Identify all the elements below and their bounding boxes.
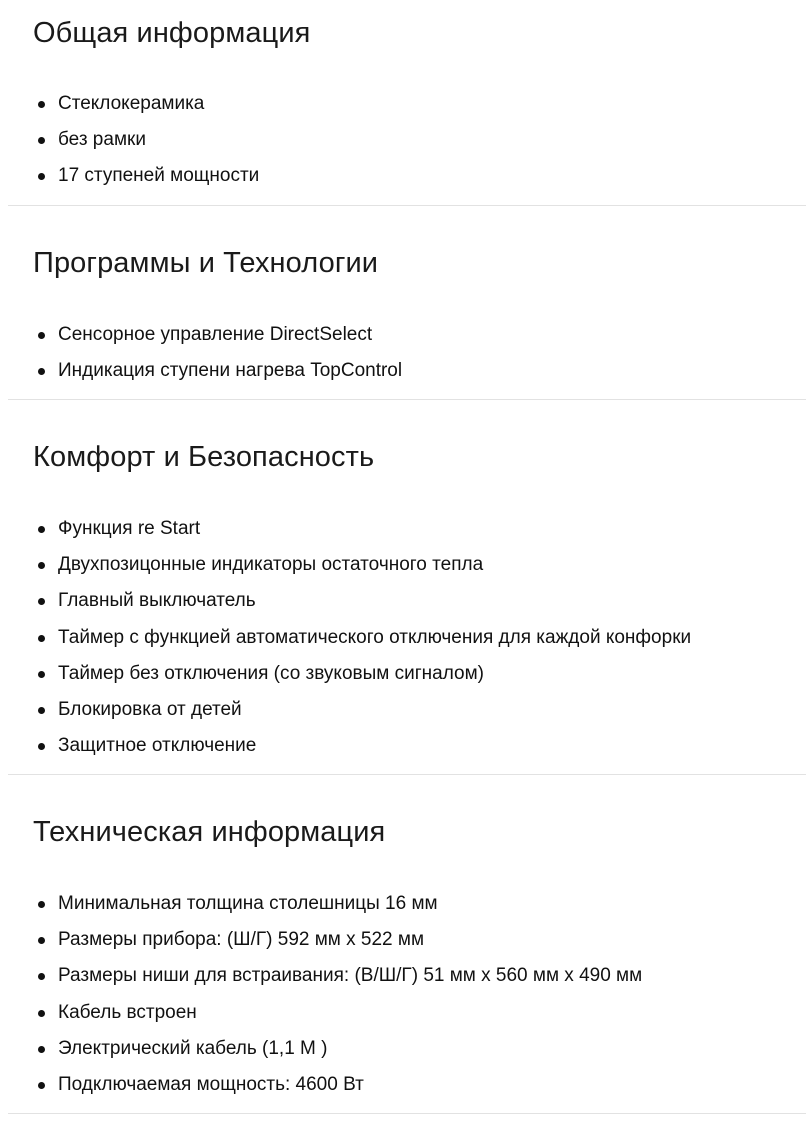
list-item-text: Двухпозицонные индикаторы остаточного тепла — [58, 554, 484, 576]
section-title: Техническая информация — [33, 816, 386, 848]
bullet-icon — [38, 937, 45, 944]
feature-list — [8, 86, 259, 195]
list-item — [8, 692, 691, 728]
bullet-icon — [38, 332, 45, 339]
bullet-icon — [38, 635, 45, 642]
bullet-icon — [38, 901, 45, 908]
list-item — [8, 86, 259, 122]
bullet-icon — [38, 671, 45, 678]
bullet-icon — [38, 743, 45, 750]
bullet-icon — [38, 562, 45, 569]
list-item — [8, 1067, 642, 1103]
section-comfort-safety — [8, 400, 806, 775]
list-item-text: Минимальная толщина столешницы 16 мм — [58, 893, 438, 914]
list-item — [8, 620, 691, 656]
list-item — [8, 317, 402, 353]
list-item — [8, 995, 642, 1031]
section-general-info — [8, 0, 806, 206]
feature-list — [8, 511, 691, 764]
section-title: Программы и Технологии — [33, 247, 379, 279]
list-item — [8, 728, 691, 764]
bullet-icon — [38, 368, 45, 375]
list-item — [8, 122, 259, 158]
list-item-text: Размеры прибора: (Ш/Г) 592 мм x 522 мм — [58, 929, 425, 951]
section-title: Общая информация — [33, 17, 311, 49]
list-item-text: Функция re Start — [58, 518, 201, 539]
list-item-text: Сенсорное управление DirectSelect — [58, 324, 373, 345]
bullet-icon — [38, 1046, 45, 1053]
list-item-text: Защитное отключение — [58, 735, 257, 757]
bullet-icon — [38, 101, 45, 108]
list-item-text: Кабель встроен — [58, 1001, 197, 1023]
list-item — [8, 1031, 642, 1067]
list-item — [8, 958, 642, 994]
list-item-text: Стеклокерамика — [58, 93, 205, 114]
list-item — [8, 353, 402, 389]
list-item-text: Электрический кабель (1,1 М ) — [58, 1037, 328, 1059]
list-item — [8, 922, 642, 958]
section-title: Комфорт и Безопасность — [33, 441, 375, 473]
list-item-text: 17 ступеней мощности — [58, 165, 260, 187]
list-item — [8, 511, 691, 547]
bullet-icon — [38, 137, 45, 144]
feature-list — [8, 317, 402, 389]
list-item-text: Размеры ниши для встраивания: (В/Ш/Г) 51 мм x 560 мм x 490 мм — [58, 965, 643, 987]
list-item-text: Таймер без отключения (со звуковым сигналом) — [58, 662, 484, 684]
bullet-icon — [38, 707, 45, 714]
list-item — [8, 886, 642, 922]
list-item-text: Индикация ступени нагрева TopControl — [58, 360, 403, 382]
list-item-text: Блокировка от детей — [58, 698, 242, 720]
section-programs-technologies — [8, 206, 806, 400]
list-item — [8, 547, 691, 583]
bullet-icon — [38, 526, 45, 533]
list-item-text: Таймер с функцией автоматического отключения для каждой конфорки — [58, 626, 692, 648]
list-item-text: Главный выключатель — [58, 590, 256, 612]
bullet-icon — [38, 1010, 45, 1017]
bullet-icon — [38, 1082, 45, 1089]
section-technical-info — [8, 775, 806, 1114]
list-item — [8, 583, 691, 619]
list-item-text: Подключаемая мощность: 4600 Вт — [58, 1073, 364, 1095]
list-item — [8, 656, 691, 692]
feature-list — [8, 886, 642, 1103]
list-item — [8, 158, 259, 194]
bullet-icon — [38, 973, 45, 980]
bullet-icon — [38, 598, 45, 605]
bullet-icon — [38, 173, 45, 180]
list-item-text: без рамки — [58, 129, 146, 151]
